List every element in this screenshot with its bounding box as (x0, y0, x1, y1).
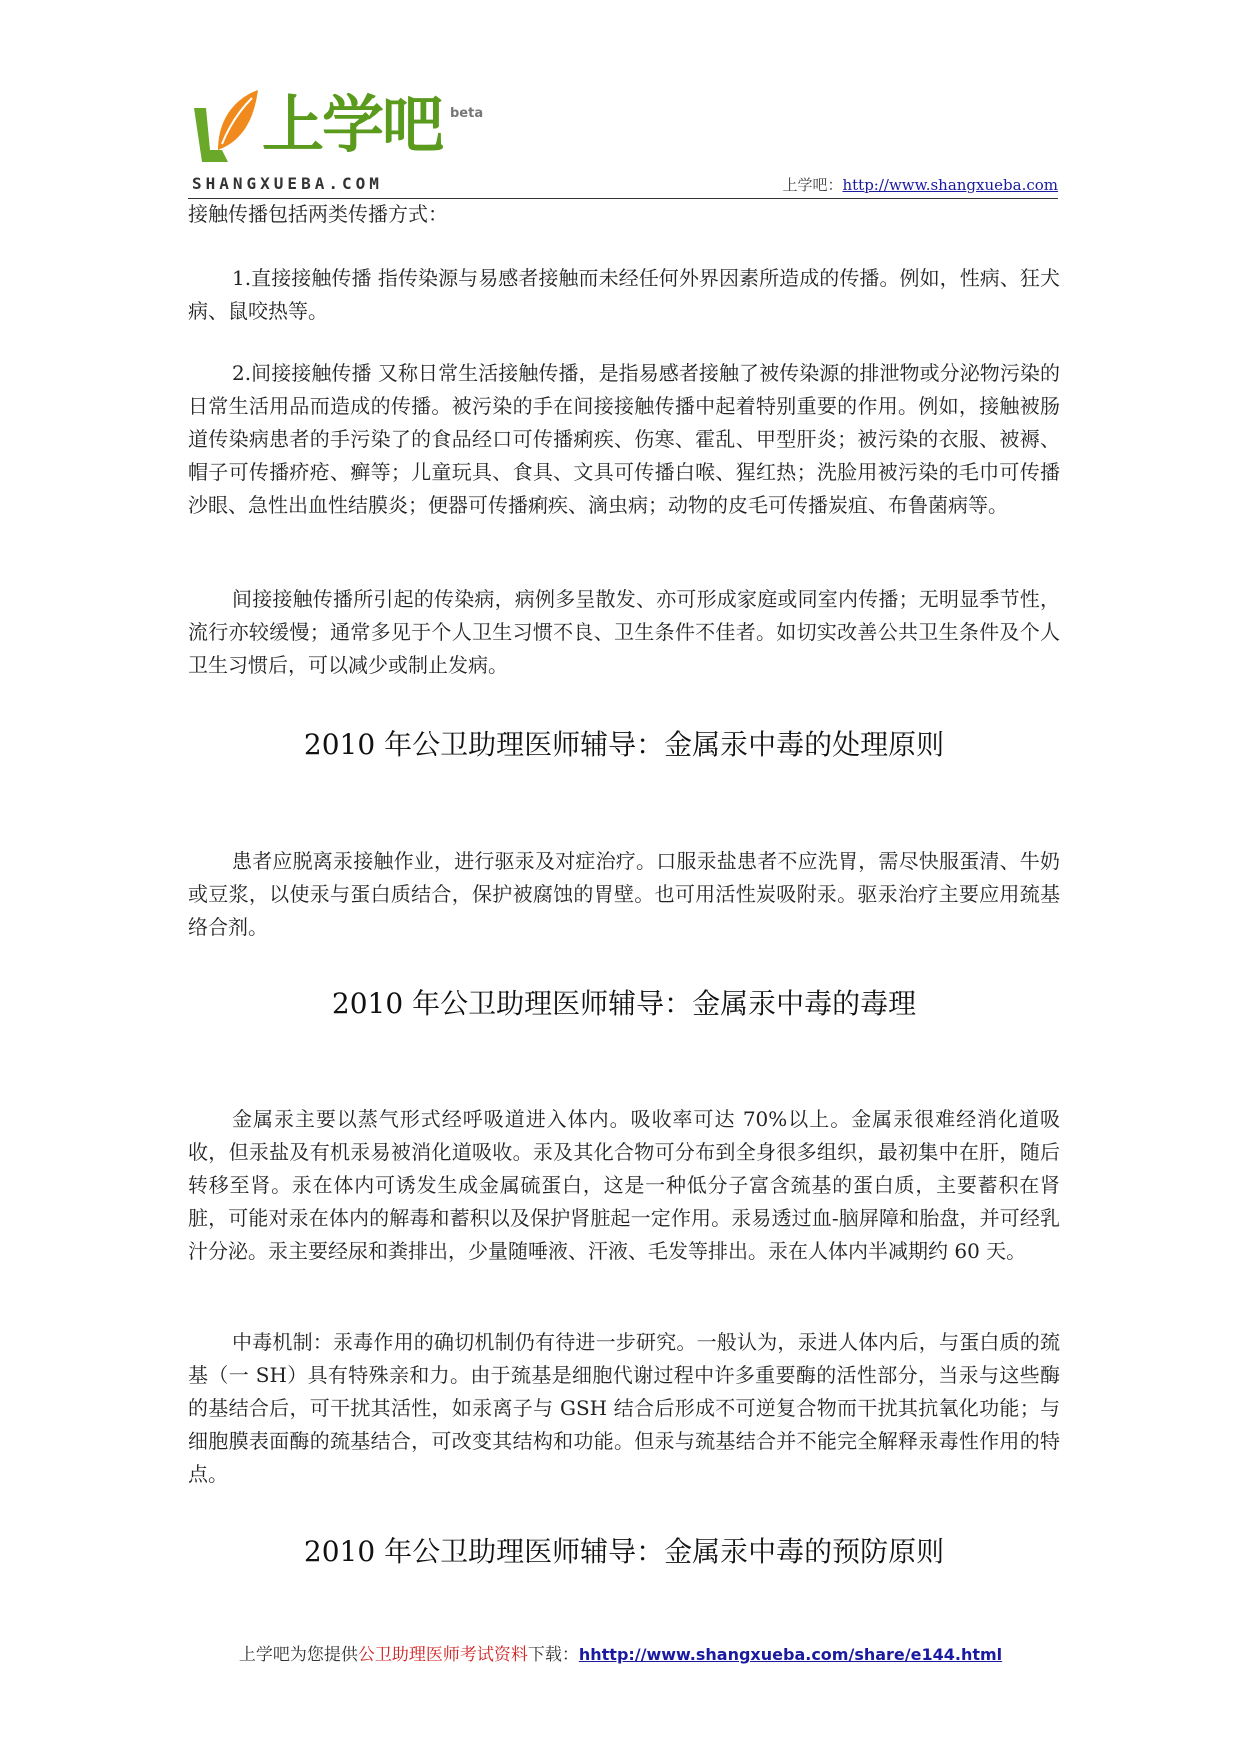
header-site-prefix: 上学吧： (782, 176, 843, 194)
heading-prevention: 2010 年公卫助理医师辅导：金属汞中毒的预防原则 (303, 1535, 945, 1568)
footer-middle: 下载： (527, 1645, 579, 1665)
header-site-link (782, 174, 1058, 195)
footer-highlight: 公卫助理医师考试资料 (357, 1645, 528, 1665)
page-footer (0, 1640, 1241, 1665)
footer-download-link[interactable]: hhttp://www.shangxueba.com/share/e144.html (578, 1645, 1003, 1664)
page-header (188, 88, 1058, 200)
site-logo[interactable] (188, 88, 488, 196)
paragraph-toxicology: 金属汞主要以蒸气形式经呼吸道进入体内。吸收率可达 70%以上。金属汞很难经消化道吸收，但汞盐及有机汞易被消化道吸收。汞及其化合物可分布到全身很多组织，最初集中在肝，随后转移至肾。汞在体内可诱发生成金属硫蛋白，这是一种低分子富含巯基的蛋白质，主要蓄积在肾脏，可能对汞在体内的解毒和蓄积以及保护肾脏起一定作用。汞易透过血-脑屏障和胎盘，并可经乳汁分泌。汞主要经尿和粪排出，少量随唾液、汗液、毛发等排出。汞在人体内半减期约 60 天。 (188, 1107, 1060, 1263)
intro-text: 接触传播包括两类传播方式： (188, 202, 448, 226)
header-url-link[interactable]: http://www.shangxueba.com (842, 176, 1058, 194)
leaf-logo-icon (188, 88, 260, 170)
heading-treatment: 2010 年公卫助理医师辅导：金属汞中毒的处理原则 (303, 728, 945, 761)
paragraph-mechanism: 中毒机制：汞毒作用的确切机制仍有待进一步研究。一般认为，汞进人体内后，与蛋白质的巯基（一 SH）具有特殊亲和力。由于巯基是细胞代谢过程中许多重要酶的活性部分，当汞与这些酶的基结合后，可干扰其活性，如汞离子与 GSH 结合后形成不可逆复合物而干扰其抗氧化功能；与细胞膜表面酶的巯基结合，可改变其结构和功能。但汞与巯基结合并不能完全解释汞毒性作用的特点。 (188, 1330, 1060, 1486)
logo-text: 上学吧 (262, 88, 443, 161)
footer-prefix: 上学吧为您提供 (238, 1645, 358, 1665)
heading-toxicology: 2010 年公卫助理医师辅导：金属汞中毒的毒理 (331, 987, 917, 1020)
logo-domain: SHANGXUEBA.COM (192, 174, 383, 193)
paragraph-direct-contact: 1.直接接触传播 指传染源与易感者接触而未经任何外界因素所造成的传播。例如，性病、狂犬病、鼠咬热等。 (188, 266, 1060, 323)
paragraph-treatment: 患者应脱离汞接触作业，进行驱汞及对症治疗。口服汞盐患者不应洗胃，需尽快服蛋清、牛奶或豆浆，以使汞与蛋白质结合，保护被腐蚀的胃壁。也可用活性炭吸附汞。驱汞治疗主要应用巯基络合剂。 (188, 849, 1060, 939)
paragraph-indirect-contact: 2.间接接触传播 又称日常生活接触传播，是指易感者接触了被传染源的排泄物或分泌物污染的日常生活用品而造成的传播。被污染的手在间接接触传播中起着特别重要的作用。例如，接触被肠道传染病患者的手污染了的食品经口可传播痢疾、伤寒、霍乱、甲型肝炎；被污染的衣服、被褥、帽子可传播疥疮、癣等；儿童玩具、食具、文具可传播白喉、猩红热；洗脸用被污染的毛巾可传播沙眼、急性出血性结膜炎；便器可传播痢疾、滴虫病；动物的皮毛可传播炭疽、布鲁菌病等。 (188, 361, 1060, 517)
paragraph-indirect-features: 间接接触传播所引起的传染病，病例多呈散发、亦可形成家庭或同室内传播；无明显季节性，流行亦较缓慢；通常多见于个人卫生习惯不良、卫生条件不佳者。如切实改善公共卫生条件及个人卫生习惯后，可以减少或制止发病。 (188, 587, 1060, 677)
logo-beta-label: beta (450, 106, 484, 121)
